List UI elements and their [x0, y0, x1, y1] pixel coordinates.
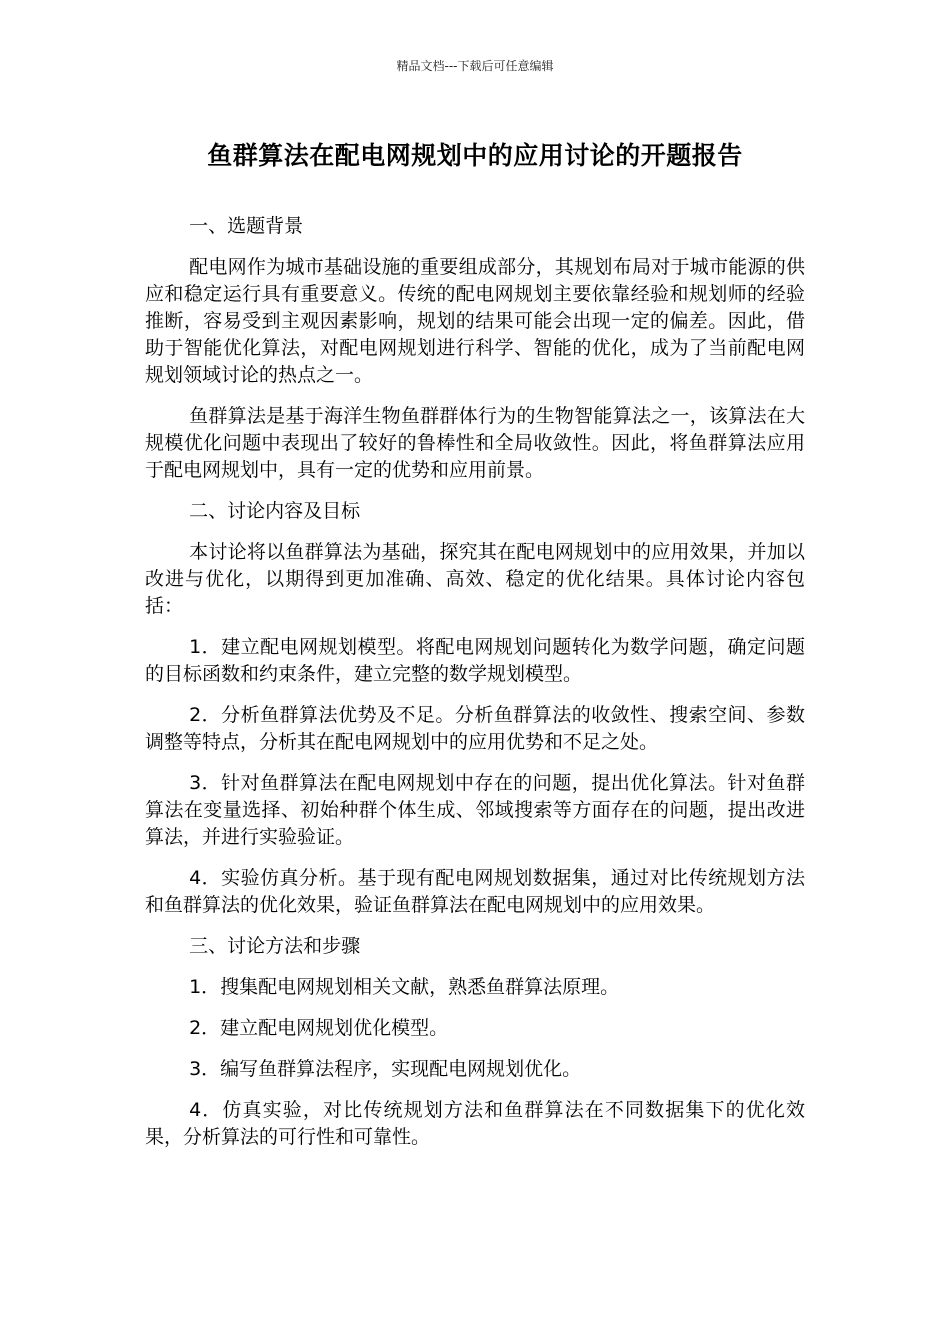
list-item-method-1: 1．搜集配电网规划相关文献，熟悉鱼群算法原理。	[189, 976, 620, 998]
list-item-content-1: 1．建立配电网规划模型。将配电网规划问题转化为数学问题，确定问题的目标函数和约束条件，建立完整的数学规划模型。	[145, 636, 805, 685]
paragraph-background-2: 鱼群算法是基于海洋生物鱼群群体行为的生物智能算法之一，该算法在大规模优化问题中表现出了较好的鲁棒性和全局收敛性。因此，将鱼群算法应用于配电网规划中，具有一定的优势和应用前景。	[145, 405, 805, 481]
header-note: 精品文档---下载后可任意编辑	[396, 59, 554, 73]
paragraph-background-1: 配电网作为城市基础设施的重要组成部分，其规划布局对于城市能源的供应和稳定运行具有重要意义。传统的配电网规划主要依靠经验和规划师的经验推断，容易受到主观因素影响，规划的结果可能会出现一定的偏差。因此，借助于智能优化算法，对配电网规划进行科学、智能的优化，成为了当前配电网规划领域讨论的热点之一。	[145, 256, 805, 386]
list-item-method-4: 4．仿真实验，对比传统规划方法和鱼群算法在不同数据集下的优化效果，分析算法的可行性和可靠性。	[145, 1099, 805, 1148]
document-body	[145, 213, 805, 1165]
section-heading-content: 二、讨论内容及目标	[189, 500, 361, 522]
list-item-content-3: 3．针对鱼群算法在配电网规划中存在的问题，提出优化算法。针对鱼群算法在变量选择、初始种群个体生成、邻域搜索等方面存在的问题，提出改进算法，并进行实验验证。	[145, 772, 805, 848]
list-item-method-3: 3．编写鱼群算法程序，实现配电网规划优化。	[189, 1058, 582, 1080]
list-item-method-2: 2．建立配电网规划优化模型。	[189, 1017, 449, 1039]
section-heading-background: 一、选题背景	[189, 215, 304, 237]
section-heading-methods: 三、讨论方法和步骤	[189, 935, 361, 957]
paragraph-content-intro: 本讨论将以鱼群算法为基础，探究其在配电网规划中的应用效果，并加以改进与优化，以期得到更加准确、高效、稳定的优化结果。具体讨论内容包括：	[145, 541, 805, 617]
list-item-content-2: 2．分析鱼群算法优势及不足。分析鱼群算法的收敛性、搜索空间、参数调整等特点，分析其在配电网规划中的应用优势和不足之处。	[145, 704, 805, 753]
document-title: 鱼群算法在配电网规划中的应用讨论的开题报告	[207, 141, 743, 170]
list-item-content-4: 4．实验仿真分析。基于现有配电网规划数据集，通过对比传统规划方法和鱼群算法的优化效果，验证鱼群算法在配电网规划中的应用效果。	[145, 867, 805, 916]
